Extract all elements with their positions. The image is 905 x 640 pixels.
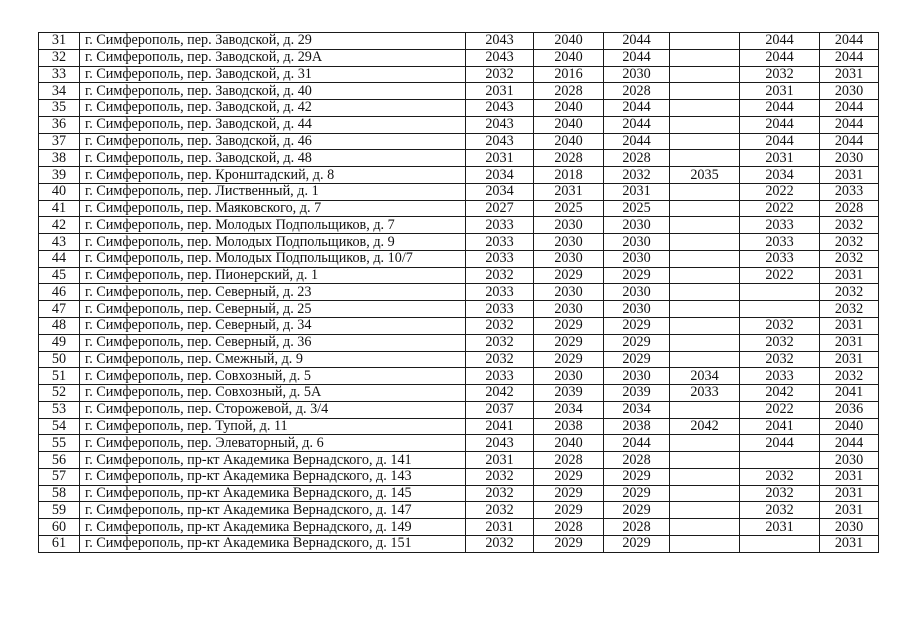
- table-row: [39, 468, 879, 485]
- row-number: 40: [39, 183, 80, 200]
- year-cell-5: 2032: [740, 334, 820, 351]
- year-cell-6: 2044: [820, 133, 879, 150]
- year-cell-2: 2018: [534, 167, 604, 184]
- year-cell-1: 2032: [466, 334, 534, 351]
- year-cell-5: 2032: [740, 502, 820, 519]
- year-cell-5: 2032: [740, 318, 820, 335]
- year-cell-1: 2032: [466, 502, 534, 519]
- row-number: 60: [39, 519, 80, 536]
- address-cell: г. Симферополь, пер. Сторожевой, д. 3/4: [80, 401, 466, 418]
- year-cell-3: 2028: [604, 452, 670, 469]
- row-number: 53: [39, 401, 80, 418]
- address-cell: г. Симферополь, пр-кт Академика Вернадского, д. 145: [80, 485, 466, 502]
- year-cell-3: 2029: [604, 502, 670, 519]
- row-number: 45: [39, 267, 80, 284]
- year-cell-2: 2028: [534, 150, 604, 167]
- year-cell-3: 2030: [604, 250, 670, 267]
- year-cell-3: 2034: [604, 401, 670, 418]
- address-cell: г. Симферополь, пер. Заводской, д. 44: [80, 116, 466, 133]
- year-cell-1: 2032: [466, 66, 534, 83]
- year-cell-2: 2030: [534, 217, 604, 234]
- year-cell-2: 2030: [534, 234, 604, 251]
- year-cell-1: 2041: [466, 418, 534, 435]
- year-cell-6: 2044: [820, 116, 879, 133]
- row-number: 41: [39, 200, 80, 217]
- address-cell: г. Симферополь, пер. Заводской, д. 31: [80, 66, 466, 83]
- address-cell: г. Симферополь, пер. Заводской, д. 42: [80, 100, 466, 117]
- year-cell-5: 2032: [740, 468, 820, 485]
- year-cell-1: 2033: [466, 284, 534, 301]
- year-cell-4: [670, 334, 740, 351]
- year-cell-6: 2036: [820, 401, 879, 418]
- year-cell-2: 2038: [534, 418, 604, 435]
- year-cell-5: 2044: [740, 435, 820, 452]
- year-cell-2: 2030: [534, 368, 604, 385]
- table-row: [39, 250, 879, 267]
- year-cell-3: 2030: [604, 284, 670, 301]
- year-cell-1: 2037: [466, 401, 534, 418]
- address-cell: г. Симферополь, пер. Элеваторный, д. 6: [80, 435, 466, 452]
- year-cell-1: 2043: [466, 435, 534, 452]
- row-number: 50: [39, 351, 80, 368]
- year-cell-4: 2034: [670, 368, 740, 385]
- year-cell-5: 2032: [740, 485, 820, 502]
- address-cell: г. Симферополь, пер. Заводской, д. 48: [80, 150, 466, 167]
- year-cell-6: 2044: [820, 100, 879, 117]
- year-cell-4: [670, 401, 740, 418]
- table-row: [39, 334, 879, 351]
- year-cell-2: 2040: [534, 133, 604, 150]
- year-cell-4: [670, 267, 740, 284]
- year-cell-1: 2031: [466, 452, 534, 469]
- year-cell-2: 2030: [534, 301, 604, 318]
- year-cell-5: 2044: [740, 49, 820, 66]
- year-cell-6: 2030: [820, 519, 879, 536]
- address-cell: г. Симферополь, пр-кт Академика Вернадского, д. 149: [80, 519, 466, 536]
- row-number: 51: [39, 368, 80, 385]
- year-cell-4: 2042: [670, 418, 740, 435]
- year-cell-1: 2034: [466, 167, 534, 184]
- year-cell-4: [670, 83, 740, 100]
- table-row: [39, 234, 879, 251]
- row-number: 52: [39, 385, 80, 402]
- year-cell-1: 2027: [466, 200, 534, 217]
- year-cell-1: 2043: [466, 116, 534, 133]
- year-cell-1: 2032: [466, 485, 534, 502]
- year-cell-6: 2032: [820, 217, 879, 234]
- table-row: [39, 267, 879, 284]
- year-cell-2: 2040: [534, 100, 604, 117]
- year-cell-1: 2033: [466, 234, 534, 251]
- year-cell-2: 2040: [534, 435, 604, 452]
- year-cell-2: 2040: [534, 33, 604, 50]
- year-cell-5: 2022: [740, 200, 820, 217]
- address-cell: г. Симферополь, пер. Северный, д. 36: [80, 334, 466, 351]
- year-cell-6: 2041: [820, 385, 879, 402]
- year-cell-2: 2040: [534, 49, 604, 66]
- year-cell-4: [670, 452, 740, 469]
- year-cell-6: 2044: [820, 49, 879, 66]
- housing-repair-schedule-table: [38, 32, 879, 553]
- table-row: [39, 150, 879, 167]
- year-cell-1: 2033: [466, 250, 534, 267]
- table-row: [39, 502, 879, 519]
- row-number: 38: [39, 150, 80, 167]
- year-cell-5: 2022: [740, 401, 820, 418]
- year-cell-4: [670, 133, 740, 150]
- year-cell-5: 2044: [740, 100, 820, 117]
- year-cell-3: 2029: [604, 351, 670, 368]
- address-cell: г. Симферополь, пр-кт Академика Вернадского, д. 151: [80, 535, 466, 552]
- address-cell: г. Симферополь, пер. Совхозный, д. 5: [80, 368, 466, 385]
- table-row: [39, 318, 879, 335]
- year-cell-6: 2032: [820, 301, 879, 318]
- year-cell-1: 2031: [466, 83, 534, 100]
- table-row: [39, 49, 879, 66]
- year-cell-1: 2033: [466, 217, 534, 234]
- year-cell-4: 2035: [670, 167, 740, 184]
- year-cell-3: 2028: [604, 519, 670, 536]
- row-number: 35: [39, 100, 80, 117]
- document-page: [38, 32, 879, 553]
- year-cell-1: 2033: [466, 368, 534, 385]
- row-number: 47: [39, 301, 80, 318]
- table-row: [39, 116, 879, 133]
- year-cell-3: 2025: [604, 200, 670, 217]
- year-cell-4: [670, 535, 740, 552]
- year-cell-1: 2043: [466, 100, 534, 117]
- table-row: [39, 284, 879, 301]
- address-cell: г. Симферополь, пер. Маяковского, д. 7: [80, 200, 466, 217]
- year-cell-6: 2031: [820, 334, 879, 351]
- address-cell: г. Симферополь, пер. Северный, д. 23: [80, 284, 466, 301]
- year-cell-1: 2032: [466, 535, 534, 552]
- year-cell-3: 2029: [604, 535, 670, 552]
- table-row: [39, 401, 879, 418]
- year-cell-5: 2044: [740, 33, 820, 50]
- year-cell-5: 2033: [740, 234, 820, 251]
- year-cell-1: 2032: [466, 318, 534, 335]
- row-number: 54: [39, 418, 80, 435]
- year-cell-5: 2032: [740, 351, 820, 368]
- row-number: 39: [39, 167, 80, 184]
- year-cell-3: 2044: [604, 33, 670, 50]
- address-cell: г. Симферополь, пер. Заводской, д. 40: [80, 83, 466, 100]
- table-row: [39, 351, 879, 368]
- table-row: [39, 83, 879, 100]
- table-row: [39, 217, 879, 234]
- year-cell-2: 2029: [534, 485, 604, 502]
- year-cell-6: 2032: [820, 234, 879, 251]
- year-cell-6: 2031: [820, 535, 879, 552]
- table-row: [39, 519, 879, 536]
- table-row: [39, 435, 879, 452]
- row-number: 34: [39, 83, 80, 100]
- year-cell-4: [670, 49, 740, 66]
- year-cell-5: 2044: [740, 133, 820, 150]
- row-number: 48: [39, 318, 80, 335]
- year-cell-3: 2029: [604, 485, 670, 502]
- year-cell-4: [670, 468, 740, 485]
- year-cell-5: [740, 284, 820, 301]
- year-cell-5: 2033: [740, 217, 820, 234]
- year-cell-3: 2038: [604, 418, 670, 435]
- year-cell-4: [670, 150, 740, 167]
- address-cell: г. Симферополь, пер. Северный, д. 34: [80, 318, 466, 335]
- year-cell-5: [740, 452, 820, 469]
- year-cell-1: 2042: [466, 385, 534, 402]
- year-cell-2: 2029: [534, 502, 604, 519]
- year-cell-2: 2034: [534, 401, 604, 418]
- year-cell-4: [670, 250, 740, 267]
- year-cell-6: 2044: [820, 33, 879, 50]
- row-number: 37: [39, 133, 80, 150]
- table-row: [39, 183, 879, 200]
- year-cell-5: 2022: [740, 183, 820, 200]
- row-number: 32: [39, 49, 80, 66]
- year-cell-6: 2030: [820, 150, 879, 167]
- address-cell: г. Симферополь, пер. Молодых Подпольщиков, д. 7: [80, 217, 466, 234]
- year-cell-4: [670, 284, 740, 301]
- year-cell-2: 2031: [534, 183, 604, 200]
- table-row: [39, 133, 879, 150]
- year-cell-4: [670, 318, 740, 335]
- address-cell: г. Симферополь, пер. Смежный, д. 9: [80, 351, 466, 368]
- year-cell-3: 2030: [604, 66, 670, 83]
- year-cell-6: 2028: [820, 200, 879, 217]
- year-cell-5: [740, 301, 820, 318]
- year-cell-6: 2032: [820, 250, 879, 267]
- table-row: [39, 535, 879, 552]
- year-cell-1: 2043: [466, 49, 534, 66]
- year-cell-3: 2031: [604, 183, 670, 200]
- table-row: [39, 66, 879, 83]
- row-number: 42: [39, 217, 80, 234]
- year-cell-6: 2030: [820, 83, 879, 100]
- address-cell: г. Симферополь, пер. Заводской, д. 46: [80, 133, 466, 150]
- year-cell-4: [670, 217, 740, 234]
- table-row: [39, 485, 879, 502]
- year-cell-3: 2039: [604, 385, 670, 402]
- row-number: 31: [39, 33, 80, 50]
- year-cell-4: [670, 200, 740, 217]
- year-cell-5: 2022: [740, 267, 820, 284]
- year-cell-1: 2034: [466, 183, 534, 200]
- year-cell-2: 2028: [534, 452, 604, 469]
- table-row: [39, 167, 879, 184]
- address-cell: г. Симферополь, пр-кт Академика Вернадского, д. 143: [80, 468, 466, 485]
- address-cell: г. Симферополь, пер. Пионерский, д. 1: [80, 267, 466, 284]
- year-cell-1: 2031: [466, 519, 534, 536]
- address-cell: г. Симферополь, пер. Северный, д. 25: [80, 301, 466, 318]
- address-cell: г. Симферополь, пр-кт Академика Вернадского, д. 147: [80, 502, 466, 519]
- table-row: [39, 100, 879, 117]
- year-cell-3: 2044: [604, 49, 670, 66]
- year-cell-5: 2032: [740, 66, 820, 83]
- year-cell-2: 2040: [534, 116, 604, 133]
- table-row: [39, 368, 879, 385]
- row-number: 61: [39, 535, 80, 552]
- year-cell-2: 2029: [534, 535, 604, 552]
- table-body: [39, 33, 879, 553]
- year-cell-2: 2029: [534, 318, 604, 335]
- row-number: 44: [39, 250, 80, 267]
- year-cell-5: [740, 535, 820, 552]
- row-number: 46: [39, 284, 80, 301]
- year-cell-3: 2030: [604, 217, 670, 234]
- row-number: 33: [39, 66, 80, 83]
- row-number: 57: [39, 468, 80, 485]
- year-cell-3: 2030: [604, 234, 670, 251]
- year-cell-3: 2044: [604, 116, 670, 133]
- year-cell-1: 2033: [466, 301, 534, 318]
- year-cell-1: 2032: [466, 351, 534, 368]
- year-cell-5: 2031: [740, 150, 820, 167]
- year-cell-4: [670, 100, 740, 117]
- year-cell-5: 2041: [740, 418, 820, 435]
- year-cell-3: 2044: [604, 100, 670, 117]
- year-cell-2: 2025: [534, 200, 604, 217]
- year-cell-6: 2031: [820, 468, 879, 485]
- year-cell-2: 2029: [534, 468, 604, 485]
- table-row: [39, 301, 879, 318]
- row-number: 55: [39, 435, 80, 452]
- address-cell: г. Симферополь, пер. Тупой, д. 11: [80, 418, 466, 435]
- year-cell-5: 2034: [740, 167, 820, 184]
- year-cell-5: 2033: [740, 250, 820, 267]
- year-cell-1: 2043: [466, 33, 534, 50]
- year-cell-6: 2031: [820, 351, 879, 368]
- year-cell-4: [670, 66, 740, 83]
- address-cell: г. Симферополь, пер. Совхозный, д. 5А: [80, 385, 466, 402]
- year-cell-4: [670, 116, 740, 133]
- year-cell-4: 2033: [670, 385, 740, 402]
- year-cell-1: 2032: [466, 468, 534, 485]
- table-row: [39, 418, 879, 435]
- address-cell: г. Симферополь, пер. Заводской, д. 29А: [80, 49, 466, 66]
- year-cell-3: 2029: [604, 318, 670, 335]
- year-cell-2: 2030: [534, 284, 604, 301]
- year-cell-3: 2030: [604, 301, 670, 318]
- address-cell: г. Симферополь, пер. Лиственный, д. 1: [80, 183, 466, 200]
- year-cell-5: 2042: [740, 385, 820, 402]
- year-cell-5: 2044: [740, 116, 820, 133]
- year-cell-4: [670, 519, 740, 536]
- year-cell-4: [670, 234, 740, 251]
- year-cell-3: 2044: [604, 435, 670, 452]
- year-cell-2: 2028: [534, 83, 604, 100]
- year-cell-4: [670, 485, 740, 502]
- year-cell-6: 2031: [820, 502, 879, 519]
- address-cell: г. Симферополь, пер. Заводской, д. 29: [80, 33, 466, 50]
- table-row: [39, 385, 879, 402]
- year-cell-4: [670, 351, 740, 368]
- year-cell-5: 2031: [740, 519, 820, 536]
- year-cell-3: 2029: [604, 468, 670, 485]
- year-cell-6: 2031: [820, 267, 879, 284]
- year-cell-2: 2028: [534, 519, 604, 536]
- year-cell-3: 2044: [604, 133, 670, 150]
- year-cell-3: 2030: [604, 368, 670, 385]
- year-cell-4: [670, 183, 740, 200]
- row-number: 43: [39, 234, 80, 251]
- year-cell-5: 2033: [740, 368, 820, 385]
- row-number: 56: [39, 452, 80, 469]
- table-row: [39, 33, 879, 50]
- year-cell-4: [670, 502, 740, 519]
- year-cell-3: 2028: [604, 150, 670, 167]
- year-cell-6: 2044: [820, 435, 879, 452]
- year-cell-3: 2028: [604, 83, 670, 100]
- year-cell-3: 2029: [604, 267, 670, 284]
- address-cell: г. Симферополь, пер. Молодых Подпольщиков, д. 10/7: [80, 250, 466, 267]
- year-cell-2: 2039: [534, 385, 604, 402]
- year-cell-1: 2043: [466, 133, 534, 150]
- year-cell-3: 2032: [604, 167, 670, 184]
- year-cell-2: 2029: [534, 334, 604, 351]
- year-cell-6: 2031: [820, 318, 879, 335]
- year-cell-6: 2030: [820, 452, 879, 469]
- row-number: 49: [39, 334, 80, 351]
- year-cell-6: 2031: [820, 167, 879, 184]
- table-row: [39, 200, 879, 217]
- year-cell-4: [670, 435, 740, 452]
- year-cell-6: 2032: [820, 284, 879, 301]
- year-cell-3: 2029: [604, 334, 670, 351]
- year-cell-2: 2029: [534, 267, 604, 284]
- address-cell: г. Симферополь, пер. Кронштадский, д. 8: [80, 167, 466, 184]
- year-cell-2: 2030: [534, 250, 604, 267]
- row-number: 58: [39, 485, 80, 502]
- year-cell-5: 2031: [740, 83, 820, 100]
- year-cell-6: 2040: [820, 418, 879, 435]
- year-cell-4: [670, 301, 740, 318]
- row-number: 59: [39, 502, 80, 519]
- table-row: [39, 452, 879, 469]
- address-cell: г. Симферополь, пр-кт Академика Вернадского, д. 141: [80, 452, 466, 469]
- address-cell: г. Симферополь, пер. Молодых Подпольщиков, д. 9: [80, 234, 466, 251]
- row-number: 36: [39, 116, 80, 133]
- year-cell-2: 2029: [534, 351, 604, 368]
- year-cell-6: 2031: [820, 485, 879, 502]
- year-cell-2: 2016: [534, 66, 604, 83]
- year-cell-6: 2033: [820, 183, 879, 200]
- year-cell-1: 2031: [466, 150, 534, 167]
- year-cell-4: [670, 33, 740, 50]
- year-cell-1: 2032: [466, 267, 534, 284]
- year-cell-6: 2031: [820, 66, 879, 83]
- year-cell-6: 2032: [820, 368, 879, 385]
